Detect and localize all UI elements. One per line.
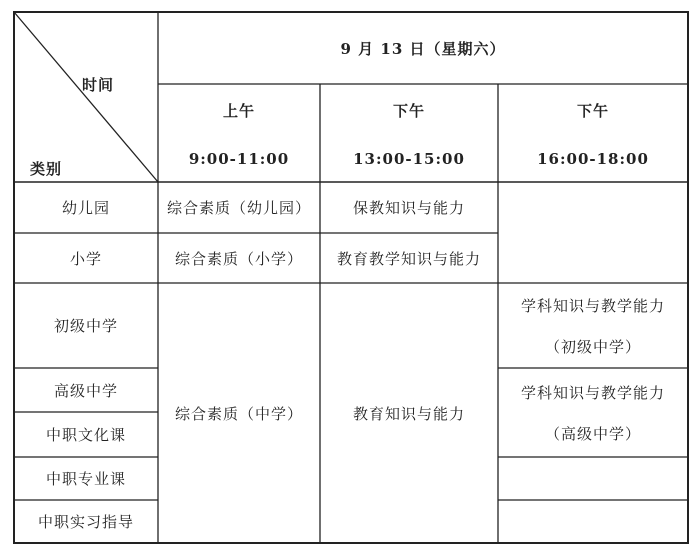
- session-3-time: 16:00-18:00: [537, 150, 649, 168]
- session-1-period: 上午: [222, 101, 255, 120]
- cell-primary-session-2: 教育教学知识与能力: [336, 249, 481, 268]
- exam-schedule-table: [13, 11, 689, 544]
- corner-time-label: 时间: [81, 75, 114, 94]
- exam-date: 9 月 13 日（星期六）: [340, 39, 506, 58]
- junior-level-line: （初级中学）: [544, 337, 641, 356]
- senior-level-line: （高级中学）: [544, 424, 641, 443]
- cell-kindergarten-session-2: 保教知识与能力: [352, 199, 465, 217]
- category-junior-middle: 初级中学: [53, 317, 118, 335]
- category-kindergarten: 幼儿园: [61, 199, 110, 217]
- category-vocational-specialty: 中职专业课: [45, 470, 126, 488]
- session-2-period: 下午: [392, 101, 425, 120]
- corner-category-label: 类别: [29, 159, 62, 178]
- cell-primary-session-1: 综合素质（小学）: [174, 249, 303, 268]
- session-1-time: 9:00-11:00: [188, 150, 290, 168]
- cell-kindergarten-session-1: 综合素质（幼儿园）: [166, 199, 311, 217]
- category-senior-middle: 高级中学: [53, 381, 118, 400]
- category-vocational-culture: 中职文化课: [45, 426, 126, 444]
- cell-middle-session-2: 教育知识与能力: [352, 404, 465, 423]
- category-vocational-internship: 中职实习指导: [37, 513, 134, 531]
- cell-senior-session-3: [498, 368, 688, 457]
- junior-subject-line: 学科知识与教学能力: [520, 296, 665, 315]
- category-primary: 小学: [69, 249, 102, 268]
- senior-subject-line: 学科知识与教学能力: [520, 383, 665, 402]
- cell-junior-session-3: [498, 283, 688, 368]
- session-2-time: 13:00-15:00: [353, 150, 465, 168]
- cell-middle-session-1: 综合素质（中学）: [174, 404, 303, 423]
- session-3-period: 下午: [576, 101, 609, 120]
